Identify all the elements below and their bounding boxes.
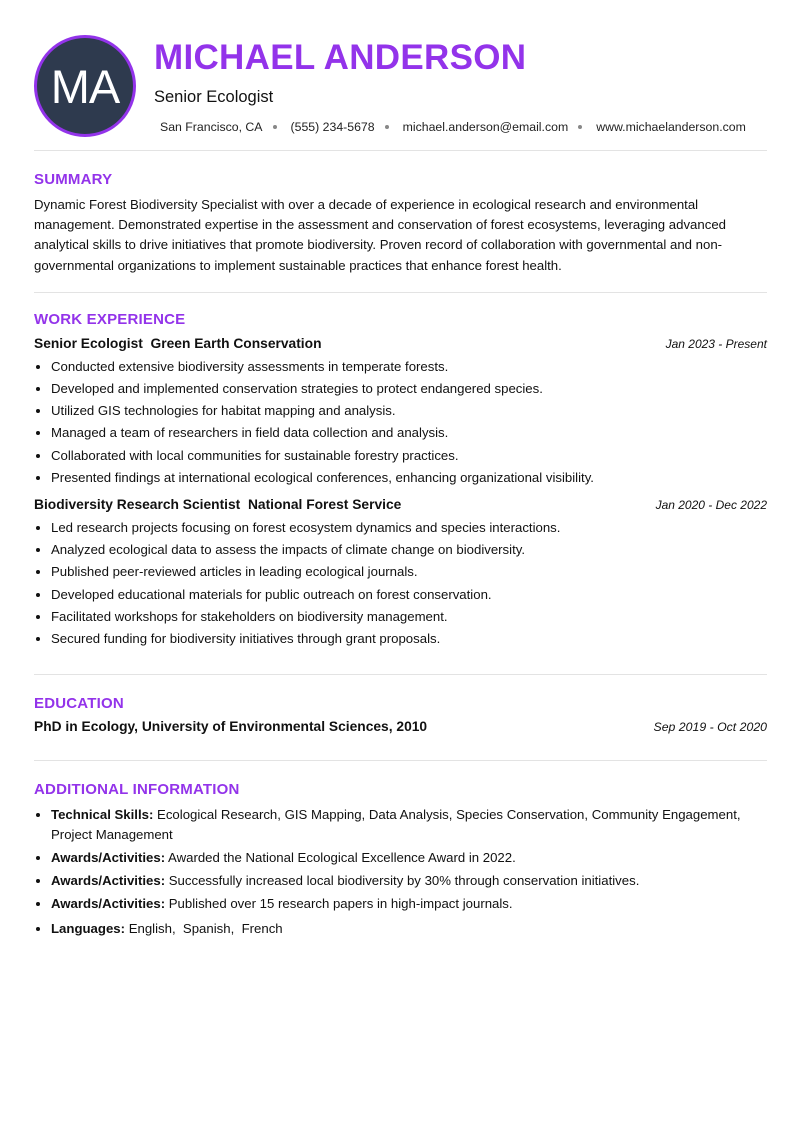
contact-location: San Francisco, CA [160,120,263,134]
list-item: • Facilitated workshops for stakeholders on biodiversity management. [51,606,767,628]
avatar [34,35,136,137]
separator-dot [273,125,277,129]
section-heading-summary: SUMMARY [34,171,113,188]
section-heading-experience: WORK EXPERIENCE [34,310,186,328]
contact-website[interactable]: www.michaelanderson.com [596,120,746,134]
list-item: • Utilized GIS technologies for habitat mapping and analysis. [51,400,767,422]
education-section [34,675,767,734]
education-dates: Sep 2019 - Oct 2020 [653,720,767,735]
job-dates: Jan 2023 - Present [665,336,767,351]
job-entry [34,497,767,650]
list-item: • Collaborated with local communities for sustainable forestry practices. [51,445,767,467]
info-label: Awards/Activities: [51,895,166,911]
list-item: • Conducted extensive biodiversity assessments in temperate forests. [51,356,767,378]
list-item [51,894,767,914]
info-label: Awards/Activities: [51,849,166,865]
list-item: • Developed and implemented conservation strategies to protect endangered species. [51,378,767,400]
job-dates: Jan 2020 - Dec 2022 [655,498,767,513]
list-item: • Led research projects focusing on forest ecosystem dynamics and species interactions. [51,517,767,539]
list-item: • Analyzed ecological data to assess the impacts of climate change on biodiversity. [51,539,767,561]
job-bullets [34,517,767,650]
info-label: Languages: [51,921,126,937]
section-heading-additional: ADDITIONAL INFORMATION [34,781,240,799]
info-text: Awarded the National Ecological Excellence Award in 2022. [168,849,516,865]
avatar-initials: MA [50,59,120,113]
job-title: Biodiversity Research Scientist National Forest Service [34,497,402,513]
info-label: Technical Skills: [51,807,154,823]
job-header [34,497,767,512]
contact-phone: (555) 234-5678 [290,120,375,134]
section-heading-education: EDUCATION [34,695,124,713]
experience-section [34,293,767,674]
list-item: • Secured funding for biodiversity initiatives through grant proposals. [51,628,767,650]
separator-dot [578,125,582,129]
summary-section [34,151,767,276]
list-item: • Presented findings at international ecological conferences, enhancing organizational visibility. [51,467,767,489]
job-title: Senior Ecologist Green Earth Conservation [34,335,322,351]
job-header [34,336,767,351]
contact-email[interactable]: michael.anderson@email.com [402,120,569,134]
contact-line [160,120,746,134]
additional-list [34,805,767,939]
education-degree: PhD in Ecology, University of Environmental Sciences, 2010 [34,719,428,735]
job-bullets [34,356,767,489]
info-text: Published over 15 research papers in high-impact journals. [168,895,513,911]
job-entry [34,336,767,489]
info-text: Successfully increased local biodiversity by 30% through conservation initiatives. [168,872,640,888]
education-entry [34,719,767,734]
candidate-title: Senior Ecologist [154,88,274,106]
list-item: • Published peer-reviewed articles in leading ecological journals. [51,561,767,583]
info-text: English, Spanish, French [128,921,283,937]
info-label: Awards/Activities: [51,872,166,888]
list-item: • Managed a team of researchers in field data collection and analysis. [51,422,767,444]
info-text: Ecological Research, GIS Mapping, Data Analysis, Species Conservation, Community Engagement, Project Management [51,807,741,842]
candidate-name: MICHAEL ANDERSON [154,38,527,77]
separator-dot [385,125,389,129]
additional-section [34,761,767,939]
list-item [51,919,767,939]
list-item [51,848,767,868]
list-item [51,871,767,891]
list-item: • Developed educational materials for public outreach on forest conservation. [51,584,767,606]
summary-text: Dynamic Forest Biodiversity Specialist with over a decade of experience in ecological research and environmental management. Demonstrated expertise in the assessment and conservation of forest ecosystems, leveraging advanced analytical skills to drive initiatives that promote biodiversity. Proven record of collaboration with governmental and non-governmental organizations to implement sustainable practices that enhance forest health. [34,197,726,273]
list-item [51,805,767,844]
resume-header [34,0,767,150]
